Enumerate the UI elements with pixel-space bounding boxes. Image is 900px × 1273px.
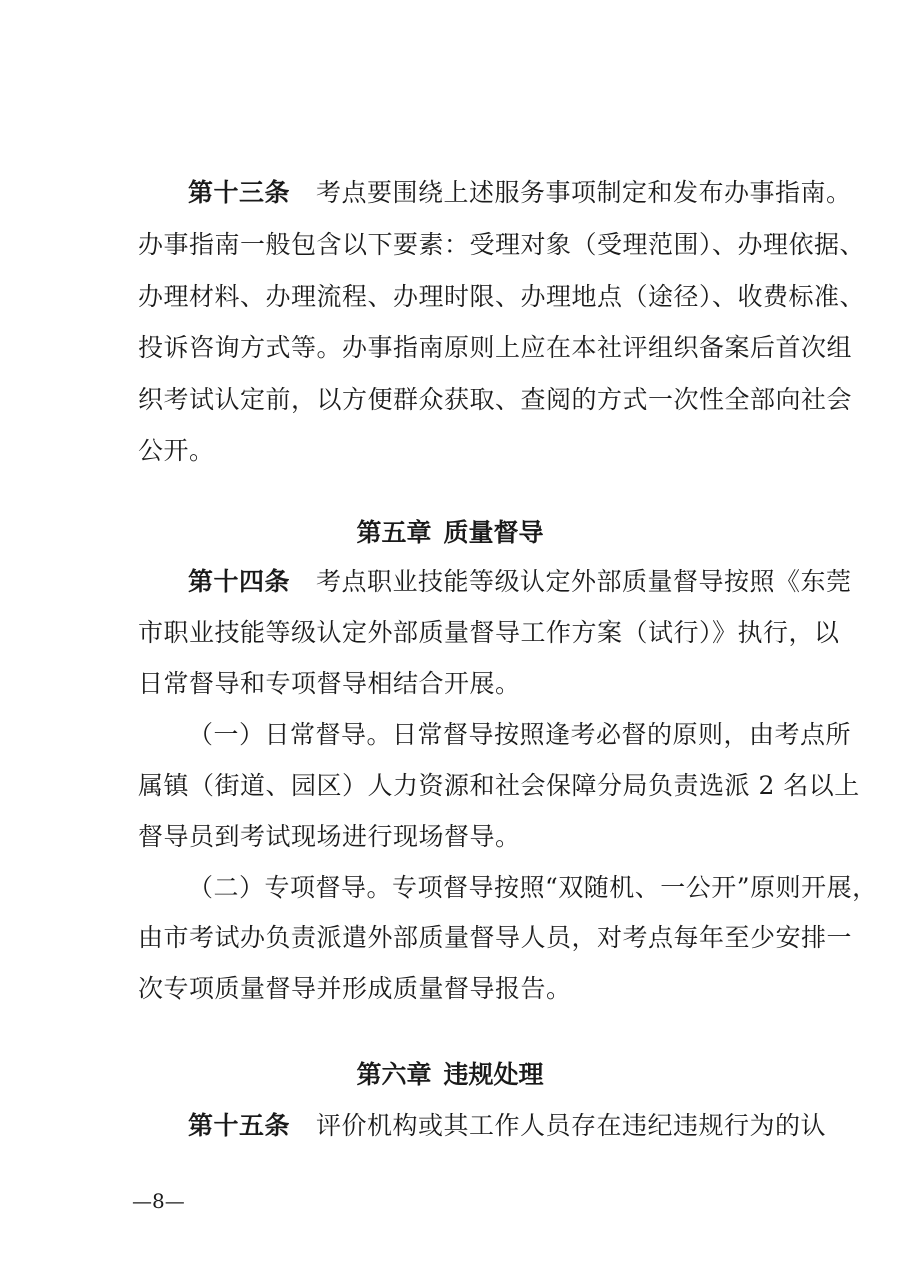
item-2-line-2: 由市考试办负责派遣外部质量督导人员，对考点每年至少安排一 <box>138 923 853 952</box>
article-15-text-1: 评价机构或其工作人员存在违纪违规行为的认 <box>316 1111 827 1140</box>
article-14-line-2: 市职业技能等级认定外部质量督导工作方案（试行）》执行，以 <box>138 618 840 647</box>
article-13-text-1: 考点要围绕上述服务事项制定和发布办事指南。 <box>316 178 852 207</box>
chapter-5-title: 质量督导 <box>443 518 544 547</box>
article-14-line-3: 日常督导和专项督导相结合开展。 <box>138 669 521 698</box>
item-2-line-3: 次专项质量督导并形成质量督导报告。 <box>138 974 572 1003</box>
item-2-line-1: （二）专项督导。专项督导按照“双随机、一公开”原则开展， <box>188 873 878 902</box>
article-14-label: 第十四条 <box>188 567 291 596</box>
item-1-line-2: 属镇（街道、园区）人力资源和社会保障分局负责选派 2 名以上 <box>138 771 860 800</box>
item-1-line-3: 督导员到考试现场进行现场督导。 <box>138 822 521 851</box>
article-13-line-4: 投诉咨询方式等。办事指南原则上应在本社评组织备案后首次组 <box>138 333 853 362</box>
article-14-text-1: 考点职业技能等级认定外部质量督导按照《东莞 <box>316 567 852 596</box>
chapter-5-number: 第五章 <box>356 518 432 547</box>
page-number: —8— <box>132 1189 185 1213</box>
article-14-line-1 <box>188 565 852 599</box>
article-13-line-6: 公开。 <box>138 436 215 465</box>
chapter-6-number: 第六章 <box>356 1060 432 1089</box>
article-13-line-3: 办理材料、办理流程、办理时限、办理地点（途径）、收费标准、 <box>138 282 866 311</box>
chapter-5-heading <box>0 516 900 550</box>
article-13-label: 第十三条 <box>188 178 291 207</box>
chapter-6-heading <box>0 1058 900 1092</box>
article-15-label: 第十五条 <box>188 1111 291 1140</box>
article-13-line-1 <box>188 176 852 210</box>
chapter-6-title: 违规处理 <box>443 1060 544 1089</box>
article-13-line-5: 织考试认定前，以方便群众获取、查阅的方式一次性全部向社会 <box>138 385 853 414</box>
article-15-line-1 <box>188 1109 827 1143</box>
item-1-line-1: （一）日常督导。日常督导按照逢考必督的原则，由考点所 <box>188 720 852 749</box>
article-13-line-2: 办事指南一般包含以下要素：受理对象（受理范围）、办理依据、 <box>138 230 866 259</box>
